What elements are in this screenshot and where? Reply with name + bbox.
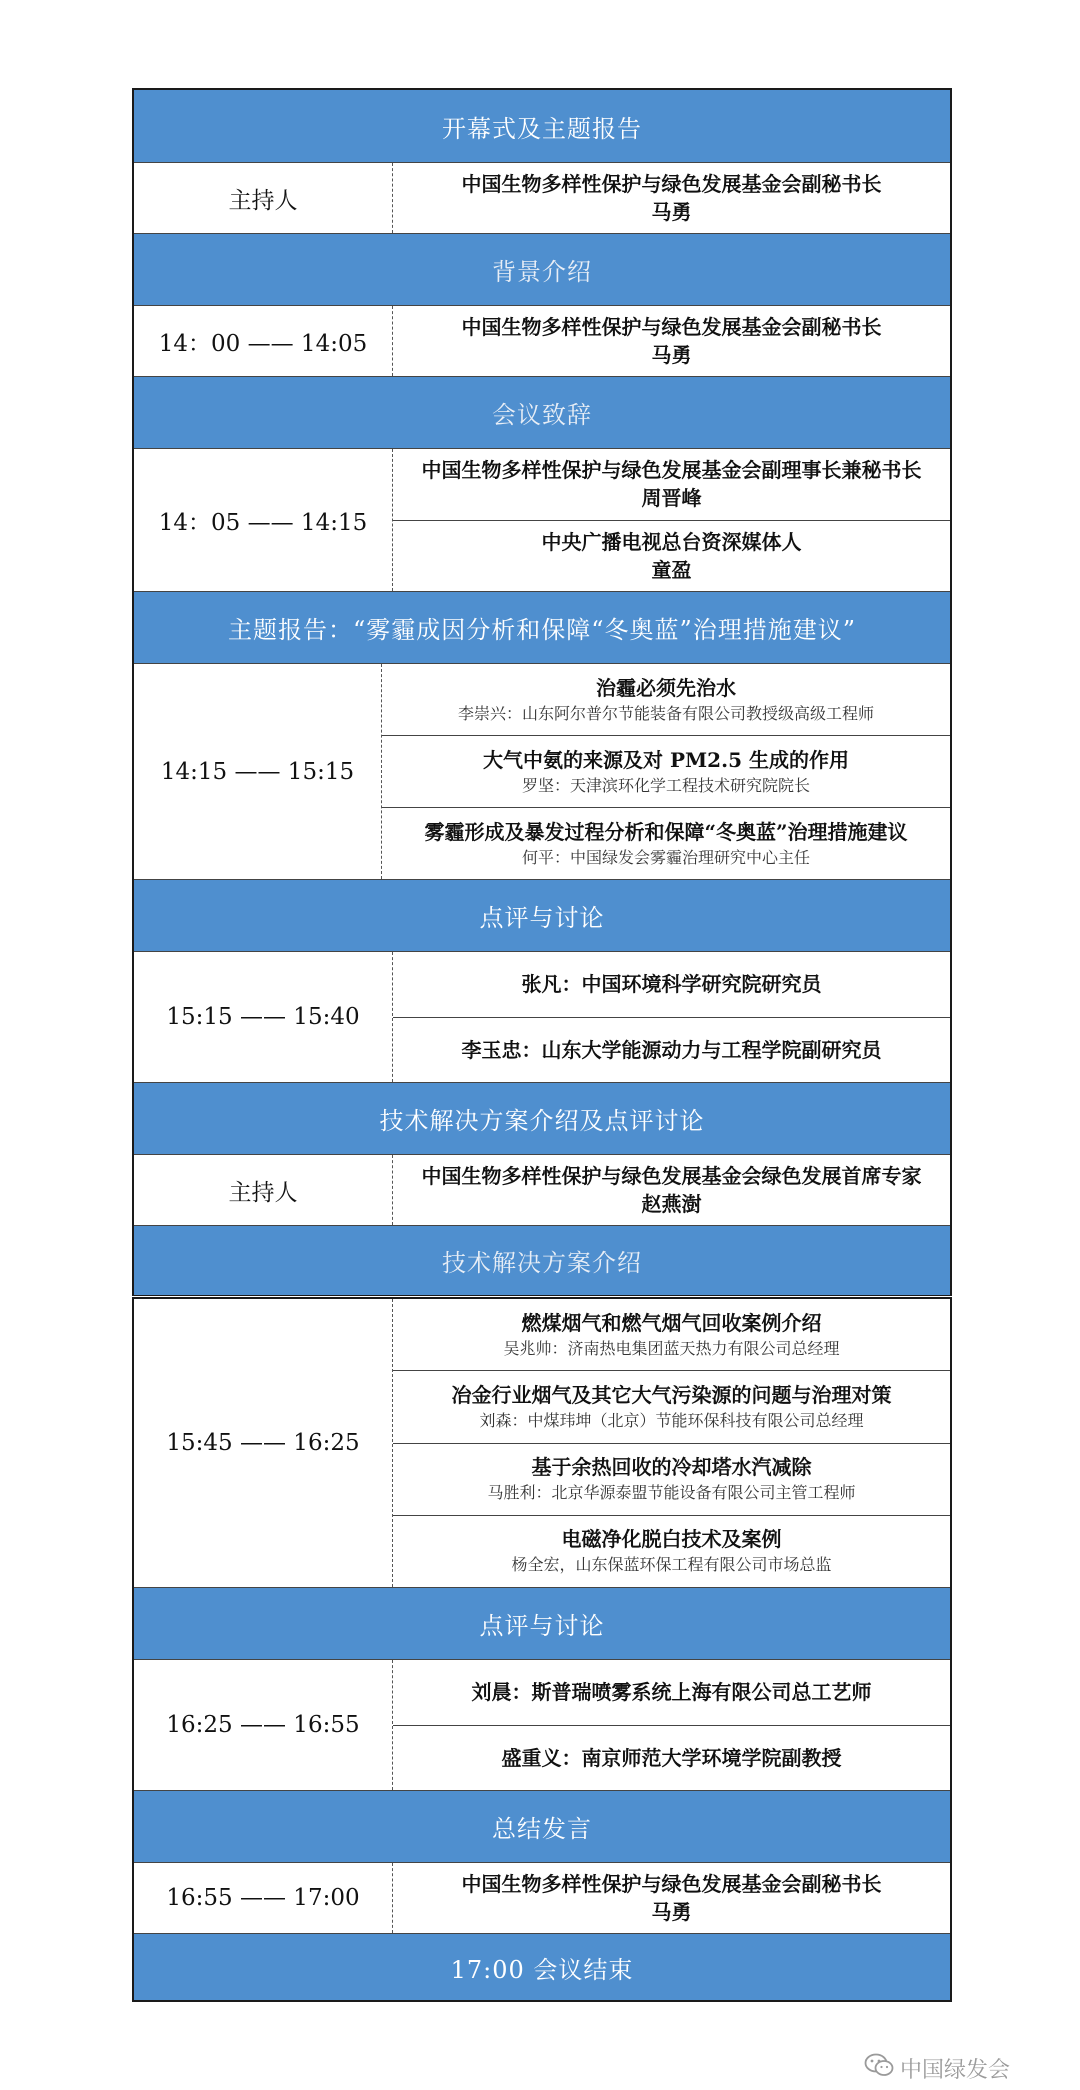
speech-row (134, 449, 950, 592)
talk-cell (393, 1444, 950, 1516)
host-title: 中国生物多样性保护与绿色发展基金会副秘书长 (461, 172, 882, 196)
section-header-review1: 点评与讨论 (134, 880, 950, 952)
review2-row (134, 1660, 950, 1791)
talk-title: 治霾必须先治水 (596, 675, 736, 700)
review-cell (393, 952, 950, 1018)
section-header-background: 背景介绍 (134, 234, 950, 306)
review1-row (134, 952, 950, 1083)
reviewer: 盛重义：南京师范大学环境学院副教授 (501, 1745, 842, 1770)
review-cell (393, 1660, 950, 1726)
speaker-name: 马勇 (651, 1900, 692, 1924)
review-cell (393, 1018, 950, 1083)
agenda-table-part1 (132, 88, 952, 1296)
section-header-keynote: 主题报告：“雾霾成因分析和保障“冬奥蓝”治理措施建议” (134, 592, 950, 664)
watermark (864, 2052, 1010, 2084)
speaker-title: 中国生物多样性保护与绿色发展基金会副秘书长 (461, 1872, 882, 1896)
host-cell (393, 1155, 950, 1225)
summary-row (134, 1863, 950, 1934)
host-cell (393, 163, 950, 233)
time-slot: 15:45 —— 16:25 (134, 1299, 393, 1587)
talk-cell (393, 1371, 950, 1443)
section-header-summary: 总结发言 (134, 1791, 950, 1863)
section-header-tech-intro: 技术解决方案介绍 (134, 1226, 950, 1295)
review-cell (393, 1726, 950, 1791)
host-label: 主持人 (134, 163, 393, 233)
speech-cell (393, 521, 950, 592)
talk-title: 雾霾形成及暴发过程分析和保障“冬奥蓝”治理措施建议 (424, 819, 908, 844)
time-slot: 14:15 —— 15:15 (134, 664, 382, 879)
host-label: 主持人 (134, 1155, 393, 1225)
keynote-row (134, 664, 950, 880)
section-header-speech: 会议致辞 (134, 377, 950, 449)
section-header-opening: 开幕式及主题报告 (134, 90, 950, 163)
talk-cell (393, 1299, 950, 1371)
time-slot: 14：05 —— 14:15 (134, 449, 393, 591)
talk-speaker: 李崇兴：山东阿尔普尔节能装备有限公司教授级高级工程师 (457, 703, 874, 723)
host-title: 中国生物多样性保护与绿色发展基金会绿色发展首席专家 (421, 1164, 922, 1188)
talk-title: 电磁净化脱白技术及案例 (561, 1527, 782, 1552)
time-slot: 14：00 —— 14:05 (134, 306, 393, 376)
background-cell (393, 306, 950, 376)
summary-cell (393, 1863, 950, 1933)
talk-title: 冶金行业烟气及其它大气污染源的问题与治理对策 (451, 1382, 892, 1407)
watermark-text: 中国绿发会 (900, 2057, 1011, 2083)
talk-speaker: 吴兆帅：济南热电集团蓝天热力有限公司总经理 (503, 1338, 840, 1358)
time-slot: 15:15 —— 15:40 (134, 952, 393, 1082)
speaker-title: 中央广播电视总台资深媒体人 (541, 529, 802, 554)
time-slot: 16:25 —— 16:55 (134, 1660, 393, 1790)
time-slot: 16:55 —— 17:00 (134, 1863, 393, 1933)
talk-title: 燃煤烟气和燃气烟气回收案例介绍 (521, 1310, 822, 1335)
wechat-icon (864, 2052, 900, 2084)
reviewer: 李玉忠：山东大学能源动力与工程学院副研究员 (461, 1037, 882, 1062)
talk-speaker: 马胜利：北京华源泰盟节能设备有限公司主管工程师 (487, 1483, 856, 1503)
host-name: 马勇 (651, 200, 692, 224)
talk-cell (382, 808, 950, 879)
agenda-table-part2 (132, 1297, 952, 2002)
speaker-title: 中国生物多样性保护与绿色发展基金会副理事长兼秘书长 (421, 458, 922, 483)
host-row (134, 163, 950, 234)
tech-intro-row (134, 1299, 950, 1588)
speaker-title: 中国生物多样性保护与绿色发展基金会副秘书长 (461, 315, 882, 339)
speaker-name: 马勇 (651, 343, 692, 367)
host-name: 赵燕澍 (641, 1192, 702, 1216)
talk-cell (382, 664, 950, 736)
talk-title: 大气中氨的来源及对 PM2.5 生成的作用 (483, 747, 849, 772)
speaker-name: 童盈 (651, 557, 692, 582)
talk-speaker: 何平：中国绿发会雾霾治理研究中心主任 (521, 847, 810, 867)
background-row (134, 306, 950, 377)
tech-host-row (134, 1155, 950, 1226)
talk-speaker: 刘森：中煤玮坤（北京）节能环保科技有限公司总经理 (479, 1410, 864, 1430)
talk-cell (393, 1516, 950, 1587)
section-header-tech: 技术解决方案介绍及点评讨论 (134, 1083, 950, 1155)
section-header-closing: 17:00 会议结束 (134, 1934, 950, 2000)
talk-speaker: 罗坚：天津滨环化学工程技术研究院院长 (521, 775, 810, 795)
talk-title: 基于余热回收的冷却塔水汽减除 (531, 1455, 812, 1480)
talk-speaker: 杨全宏，山东保蓝环保工程有限公司市场总监 (511, 1555, 832, 1575)
reviewer: 张凡：中国环境科学研究院研究员 (521, 972, 822, 997)
speaker-name: 周晋峰 (641, 486, 702, 511)
reviewer: 刘晨：斯普瑞喷雾系统上海有限公司总工艺师 (471, 1680, 872, 1705)
section-header-review2: 点评与讨论 (134, 1588, 950, 1660)
speech-cell (393, 449, 950, 521)
talk-cell (382, 736, 950, 808)
